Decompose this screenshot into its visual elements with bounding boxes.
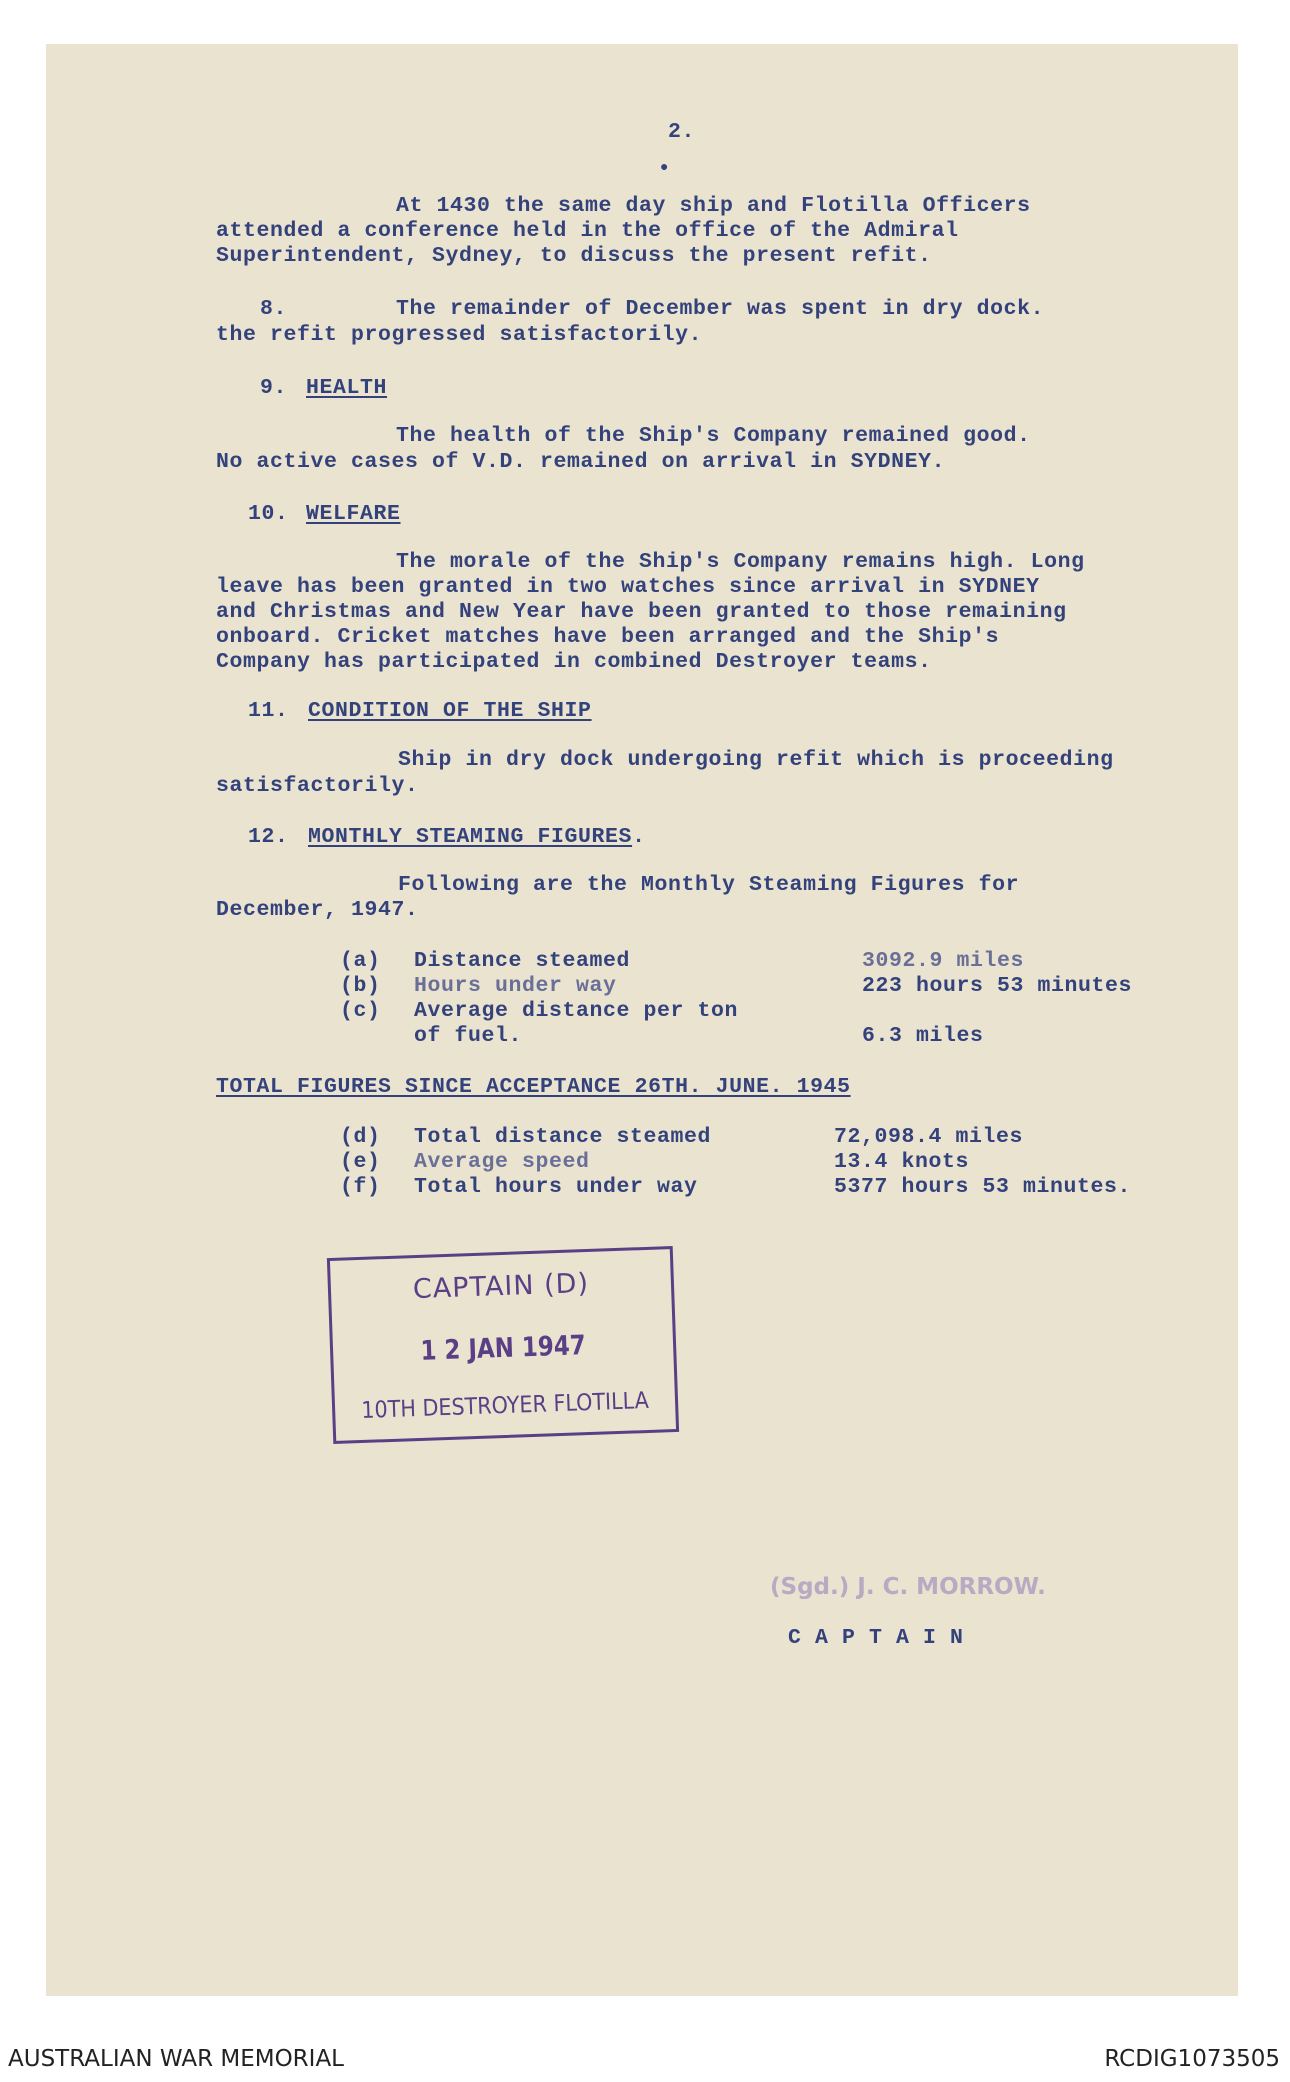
monthly-label-a: Distance steamed xyxy=(414,949,631,973)
captain-d-stamp xyxy=(327,1246,679,1444)
totals-heading: TOTAL FIGURES SINCE ACCEPTANCE 26TH. JUNE. 1945 xyxy=(216,1075,851,1099)
totals-key-d: (d) xyxy=(340,1125,381,1149)
totals-label-e: Average speed xyxy=(414,1150,590,1174)
totals-value-f: 5377 hours 53 minutes. xyxy=(834,1175,1132,1199)
signature-sgd: (Sgd.) J. C. MORROW. xyxy=(770,1574,1046,1600)
para10-number: 10. xyxy=(248,502,289,526)
totals-value-e: 13.4 knots xyxy=(834,1150,970,1174)
monthly-key-a: (a) xyxy=(340,949,381,973)
document-sheet xyxy=(46,44,1238,1996)
para12-heading: MONTHLY STEAMING FIGURES xyxy=(308,825,633,849)
signature-title: C A P T A I N xyxy=(788,1626,964,1650)
footer-record-id: RCDIG1073505 xyxy=(1104,2046,1280,2072)
monthly-label-b: Hours under way xyxy=(414,974,617,998)
para10-line2: leave has been granted in two watches since arrival in SYDNEY xyxy=(216,575,1040,599)
para8-line2: the refit progressed satisfactorily. xyxy=(216,323,703,347)
para10-line4: onboard. Cricket matches have been arranged and the Ship's xyxy=(216,625,1000,649)
para12-line1: Following are the Monthly Steaming Figures for xyxy=(398,873,1020,897)
monthly-key-c: (c) xyxy=(340,999,381,1023)
para10-heading: WELFARE xyxy=(306,502,401,526)
para10-line3: and Christmas and New Year have been granted to those remaining xyxy=(216,600,1067,624)
para9-number: 9. xyxy=(260,376,288,400)
ink-dot: ● xyxy=(660,160,670,176)
para9-line1: The health of the Ship's Company remained good. xyxy=(396,424,1031,448)
para11-line1: Ship in dry dock undergoing refit which is proceeding xyxy=(398,748,1114,772)
totals-value-d: 72,098.4 miles xyxy=(834,1125,1024,1149)
monthly-value-c: 6.3 miles xyxy=(862,1024,984,1048)
stamp-line1: CAPTAIN (D) xyxy=(412,1267,590,1306)
para11-line2: satisfactorily. xyxy=(216,774,419,798)
monthly-value-b: 223 hours 53 minutes xyxy=(862,974,1133,998)
para12-line2: December, 1947. xyxy=(216,898,419,922)
totals-key-e: (e) xyxy=(340,1150,381,1174)
para10-line5: Company has participated in combined Destroyer teams. xyxy=(216,650,932,674)
monthly-label-c: Average distance per ton xyxy=(414,999,739,1023)
stamp-date: 1 2 JAN 1947 xyxy=(419,1330,587,1367)
monthly-key-b: (b) xyxy=(340,974,381,998)
para9-heading: HEALTH xyxy=(306,376,388,400)
para12-number: 12. xyxy=(248,825,289,849)
footer-archive-name: AUSTRALIAN WAR MEMORIAL xyxy=(8,2046,344,2072)
monthly-value-a: 3092.9 miles xyxy=(862,949,1025,973)
totals-label-f: Total hours under way xyxy=(414,1175,698,1199)
para7-line3: Superintendent, Sydney, to discuss the present refit. xyxy=(216,244,932,268)
para11-heading: CONDITION OF THE SHIP xyxy=(308,699,592,723)
para8-line1: The remainder of December was spent in dry dock. xyxy=(396,297,1045,321)
stamp-line3: 10TH DESTROYER FLOTILLA xyxy=(360,1387,650,1424)
para11-number: 11. xyxy=(248,699,289,723)
para7-line2: attended a conference held in the office of the Admiral xyxy=(216,219,959,243)
monthly-label-c-cont: of fuel. xyxy=(414,1024,523,1048)
para10-line1: The morale of the Ship's Company remains high. Long xyxy=(396,550,1085,574)
page-number: 2. xyxy=(668,120,696,144)
para12-heading-wrap xyxy=(308,825,646,851)
para8-number: 8. xyxy=(260,297,288,321)
para7-line1: At 1430 the same day ship and Flotilla Officers xyxy=(396,194,1031,218)
para12-heading-suffix: . xyxy=(632,825,646,849)
totals-key-f: (f) xyxy=(340,1175,381,1199)
para9-line2: No active cases of V.D. remained on arrival in SYDNEY. xyxy=(216,450,946,474)
totals-label-d: Total distance steamed xyxy=(414,1125,712,1149)
